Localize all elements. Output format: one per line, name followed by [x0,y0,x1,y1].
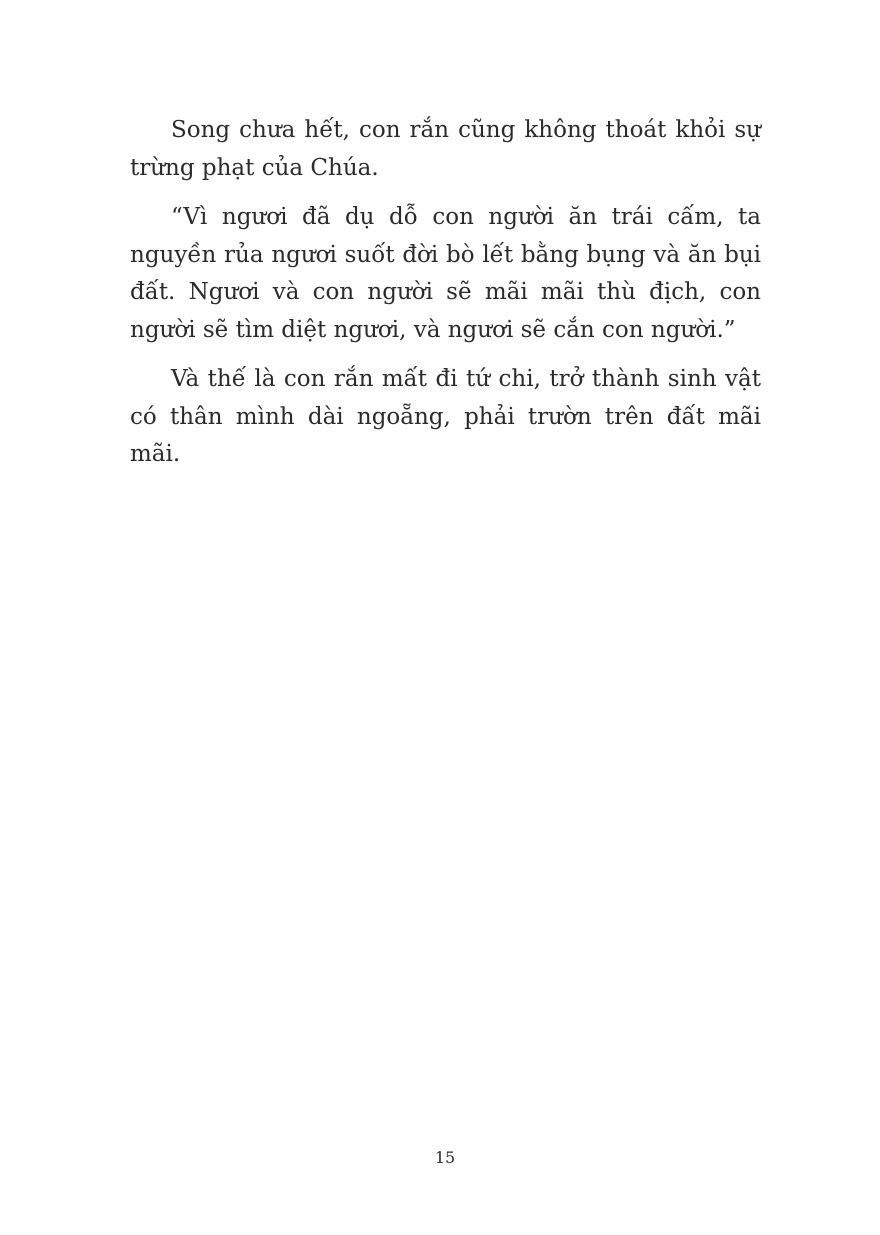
paragraph-3: Và thế là con rắn mất đi tứ chi, trở thành sinh vật có thân mình dài ngoẵng, phải trườn trên đất mãi mãi. [130,366,761,467]
paragraph-1: Song chưa hết, con rắn cũng không thoát khỏi sự trừng phạt của Chúa. [130,117,761,181]
paragraph-2-quote: “Vì ngươi đã dụ dỗ con người ăn trái cấm, ta nguyền rủa ngươi suốt đời bò lết bằng bụng và ăn bụi đất. Ngươi và con người sẽ mãi mãi thù địch, con người sẽ tìm diệt ngươi, và ngươi sẽ cắn con người.” [130,204,761,343]
body-text [130,112,761,486]
page-number: 15 [434,1148,456,1167]
